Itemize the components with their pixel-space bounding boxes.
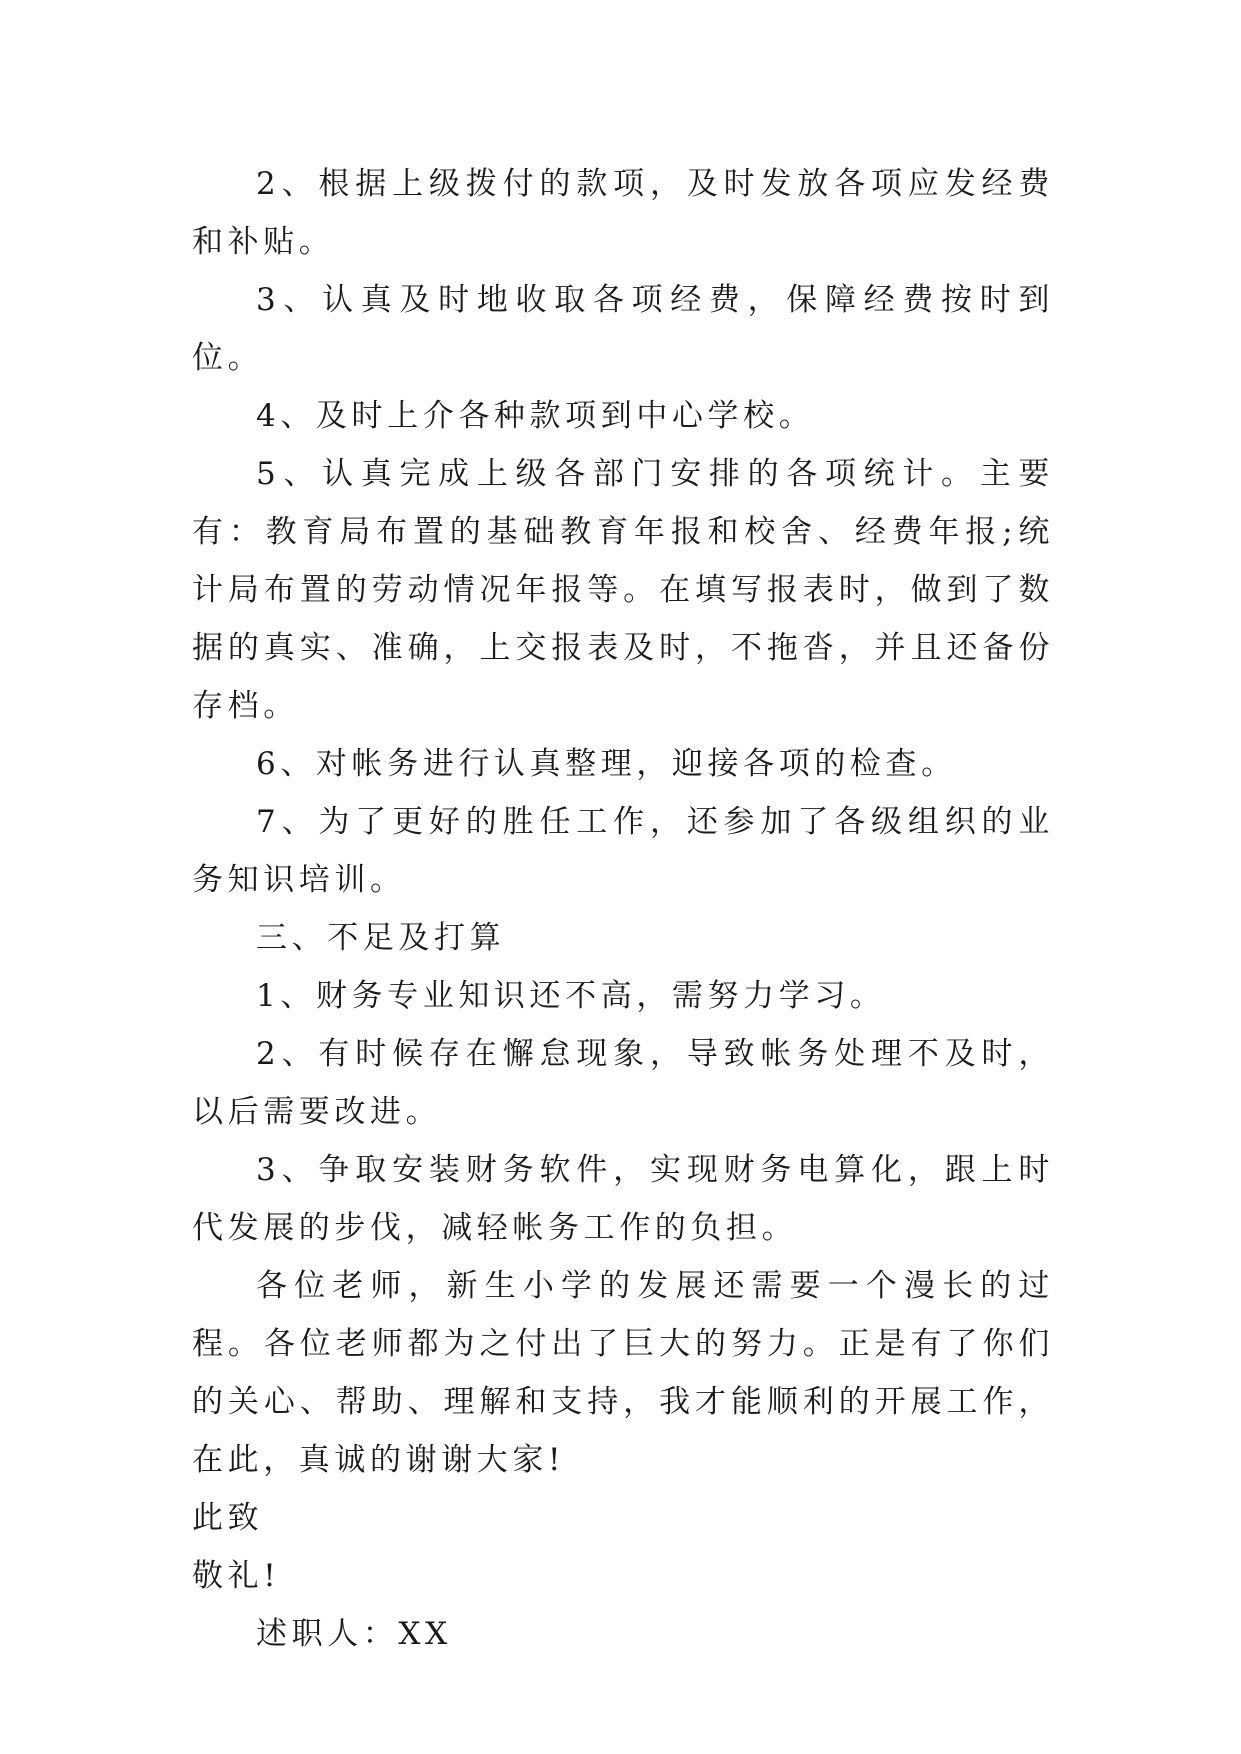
paragraph-item-2: 2、根据上级拨付的款项，及时发放各项应发经费和补贴。 xyxy=(192,166,1054,260)
plan-item-1: 1、财务专业知识还不高，需努力学习。 xyxy=(256,978,886,1014)
paragraph-item-4: 4、及时上介各种款项到中心学校。 xyxy=(256,398,815,434)
plan-item-2: 2、有时候存在懈怠现象，导致帐务处理不及时，以后需要改进。 xyxy=(192,1036,1054,1130)
closing-line-1: 此致 xyxy=(192,1500,264,1536)
section-heading-shortcomings: 三、不足及打算 xyxy=(256,920,506,956)
plan-item-3: 3、争取安装财务软件，实现财务电算化，跟上时代发展的步伐，减轻帐务工作的负担。 xyxy=(192,1152,1054,1246)
document-body xyxy=(192,155,1054,1663)
paragraph-item-7: 7、为了更好的胜任工作，还参加了各级组织的业务知识培训。 xyxy=(192,804,1054,898)
signature: 述职人：XX xyxy=(256,1616,452,1652)
thanks-paragraph: 各位老师，新生小学的发展还需要一个漫长的过程。各位老师都为之付出了巨大的努力。正是有了你们的关心、帮助、理解和支持，我才能顺利的开展工作，在此，真诚的谢谢大家! xyxy=(192,1268,1054,1478)
closing-line-2: 敬礼! xyxy=(192,1558,281,1594)
paragraph-item-3: 3、认真及时地收取各项经费，保障经费按时到位。 xyxy=(192,282,1054,376)
paragraph-item-5: 5、认真完成上级各部门安排的各项统计。主要有：教育局布置的基础教育年报和校舍、经费年报;统计局布置的劳动情况年报等。在填写报表时，做到了数据的真实、准确，上交报表及时，不拖沓，并且还备份存档。 xyxy=(192,456,1054,724)
paragraph-item-6: 6、对帐务进行认真整理，迎接各项的检查。 xyxy=(256,746,957,782)
